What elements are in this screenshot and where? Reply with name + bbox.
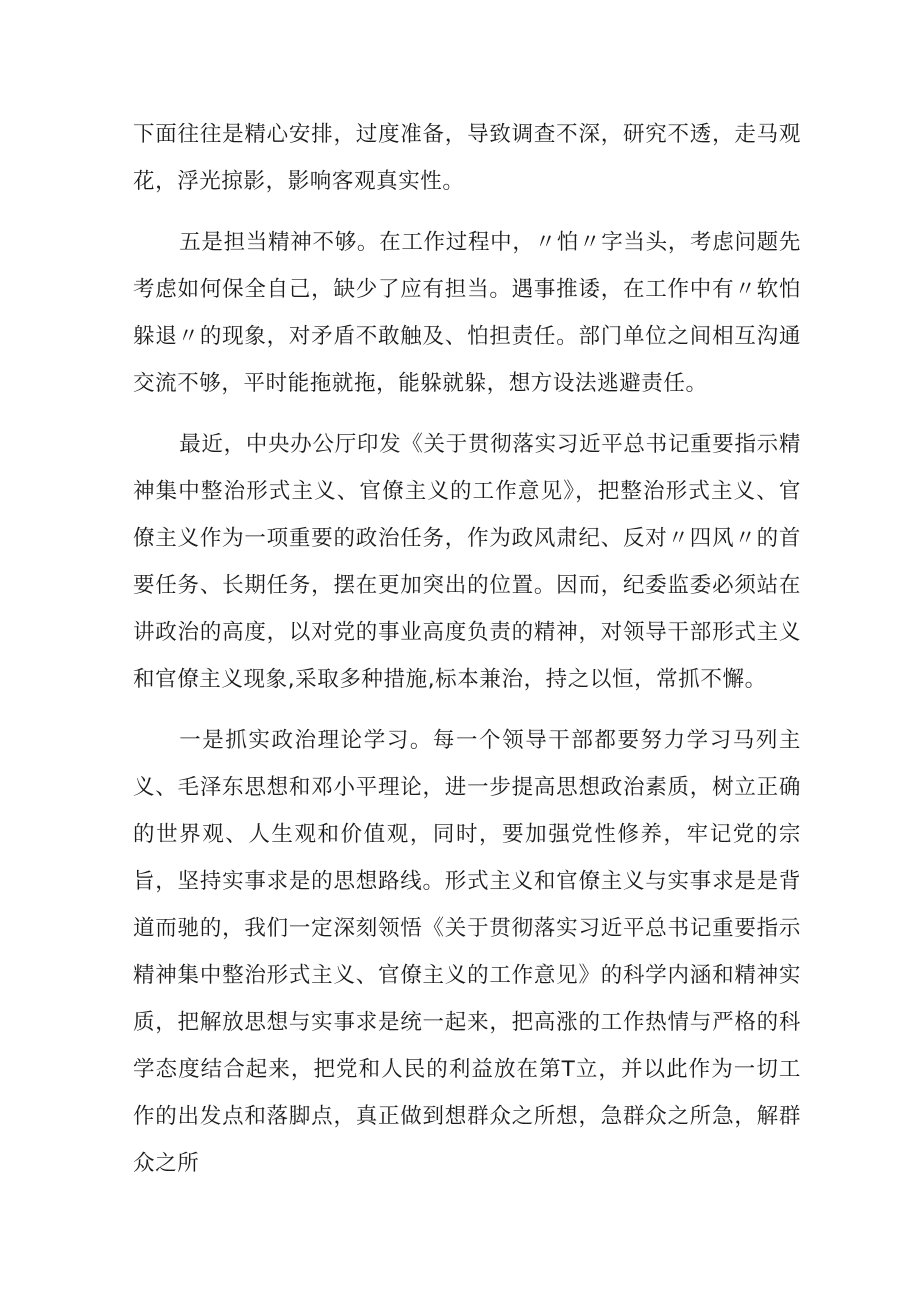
paragraph-continuation: 下面往往是精心安排，过度准备，导致调查不深，研究不透，走马观花，浮光掠影，影响客观真实性。 [133, 122, 801, 194]
paragraph-theory-study: 一是抓实政治理论学习。每一个领导干部都要努力学习马列主义、毛泽东思想和邓小平理论，进一步提高思想政治素质，树立正确的世界观、人生观和价值观，同时，要加强党性修养，牢记党的宗旨，坚持实事求是的思想路线。形式主义和官僚主义与实事求是是背道而驰的，我们一定深刻领悟《关于贯彻落实习近平总书记重要指示精神集中整治形式主义、官僚主义的工作意见》的科学内涵和精神实质，把解放思想与实事求是统一起来，把高涨的工作热情与严格的科学态度结合起来，把党和人民的利益放在第T立，并以此作为一切工作的出发点和落脚点，真正做到想群众之所想，急群众之所急，解群众之所 [133, 728, 801, 1176]
paragraph-responsibility: 五是担当精神不够。在工作过程中，〃怕〃字当头，考虑问题先考虑如何保全自己，缺少了应有担当。遇事推诿，在工作中有〃软怕躲退〃的现象，对矛盾不敢触及、怕担责任。部门单位之间相互沟通交流不够，平时能拖就拖，能躲就躲，想方设法逃避责任。 [133, 230, 801, 396]
paragraph-central-office: 最近，中央办公厅印发《关于贯彻落实习近平总书记重要指示精神集中整治形式主义、官僚主义的工作意见》，把整治形式主义、官僚主义作为一项重要的政治任务，作为政风肃纪、反对〃四风〃的首要任务、长期任务，摆在更加突出的位置。因而，纪委监委必须站在讲政治的高度，以对党的事业高度负责的精神，对领导干部形式主义和官僚主义现象,采取多种措施,标本兼治，持之以恒，常抓不懈。 [133, 432, 801, 692]
document-body [133, 111, 801, 1187]
